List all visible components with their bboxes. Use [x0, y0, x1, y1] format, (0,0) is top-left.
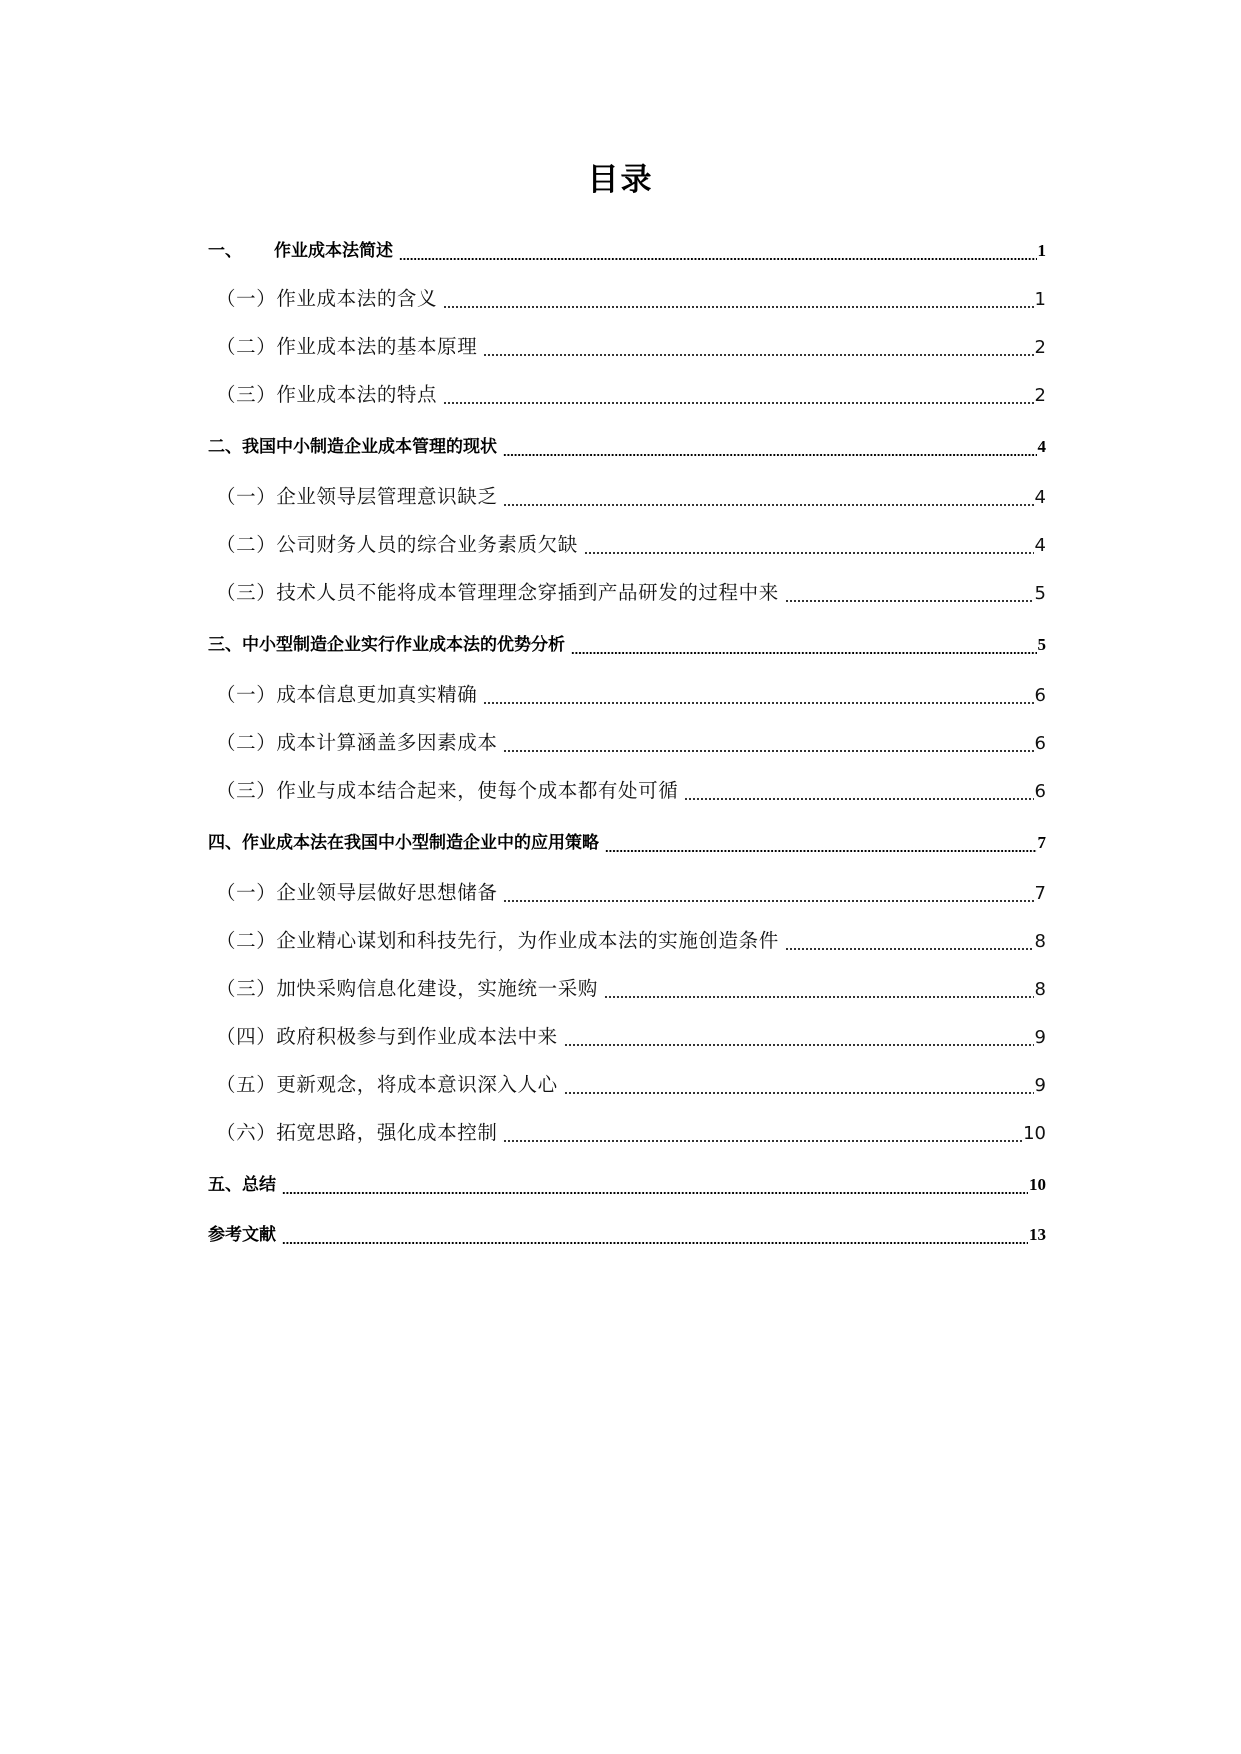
toc-entry-page: 7 [1037, 833, 1046, 852]
toc-entry-number: （三） [216, 977, 277, 1000]
toc-entry-text: 加快采购信息化建设，实施统一采购 [276, 977, 598, 1000]
toc-entry[interactable] [216, 530, 1046, 560]
toc-entry-number: （六） [216, 1121, 277, 1144]
toc-entry-number: （二） [216, 335, 277, 358]
toc-entry-page: 4 [1034, 487, 1046, 508]
toc-entry-page: 4 [1034, 535, 1046, 556]
toc-entry-number: 四、 [208, 833, 242, 853]
toc-entry-text: 作业成本法的基本原理 [276, 335, 478, 358]
toc-entry-number: 三、 [208, 635, 242, 655]
dot-leader [503, 899, 1033, 903]
dot-leader [282, 1191, 1028, 1195]
dot-leader [399, 257, 1037, 261]
toc-entry-number: （三） [216, 779, 277, 802]
toc-entry[interactable] [216, 878, 1046, 908]
toc-title: 目录 [587, 162, 654, 198]
toc-entry[interactable] [216, 332, 1046, 362]
toc-entry[interactable] [216, 1118, 1046, 1148]
toc-entry-number: （一） [216, 485, 277, 508]
toc-entry[interactable] [208, 630, 1046, 660]
toc-entry[interactable] [208, 1220, 1046, 1250]
toc-entry-text: 作业成本法的含义 [276, 287, 438, 310]
toc-entry-number: （四） [216, 1025, 277, 1048]
toc-entry-text: 企业领导层做好思想储备 [276, 881, 498, 904]
dot-leader [564, 1043, 1034, 1047]
toc-entry[interactable] [216, 926, 1046, 956]
toc-entry-text: 作业成本法在我国中小型制造企业中的应用策略 [242, 833, 599, 853]
dot-leader [503, 1139, 1022, 1143]
toc-entry-text: 政府积极参与到作业成本法中来 [276, 1025, 558, 1048]
dot-leader [785, 599, 1034, 603]
dot-leader [605, 849, 1037, 853]
toc-entry-number: （五） [216, 1073, 277, 1096]
toc-entry-text: 拓宽思路，强化成本控制 [276, 1121, 498, 1144]
toc-entry[interactable] [208, 1170, 1046, 1200]
toc-entry-text: 技术人员不能将成本管理理念穿插到产品研发的过程中来 [276, 581, 779, 604]
toc-entry-page: 2 [1034, 337, 1046, 358]
dot-leader [503, 749, 1033, 753]
toc-entry-page: 10 [1029, 1175, 1046, 1194]
dot-leader [483, 353, 1033, 357]
toc-entry[interactable] [216, 284, 1046, 314]
dot-leader [564, 1091, 1034, 1095]
toc-entry-text: 总结 [242, 1175, 276, 1195]
dot-leader [443, 401, 1033, 405]
toc-entry-page: 13 [1029, 1225, 1046, 1244]
toc-entry-text: 参考文献 [208, 1225, 276, 1245]
toc-entry[interactable] [216, 728, 1046, 758]
dot-leader [785, 947, 1034, 951]
toc-entry-page: 1 [1034, 289, 1046, 310]
toc-entry-page: 8 [1034, 979, 1046, 1000]
toc-entry[interactable] [216, 680, 1046, 710]
toc-entry[interactable] [216, 380, 1046, 410]
toc-entry-number: （二） [216, 533, 277, 556]
toc-entry-number: （三） [216, 383, 277, 406]
dot-leader [443, 305, 1033, 309]
dot-leader [584, 551, 1034, 555]
toc-entry-page: 9 [1034, 1027, 1046, 1048]
toc-entry-page: 5 [1037, 635, 1046, 654]
dot-leader [483, 701, 1033, 705]
toc-entry-number: 二、 [208, 437, 242, 457]
toc-entry-text: 中小型制造企业实行作业成本法的优势分析 [242, 635, 565, 655]
toc-entry[interactable] [216, 974, 1046, 1004]
toc-entry[interactable] [208, 432, 1046, 462]
toc-entry-page: 6 [1034, 685, 1046, 706]
toc-entry-text: 公司财务人员的综合业务素质欠缺 [276, 533, 578, 556]
dot-leader [503, 503, 1033, 507]
toc-entry-page: 7 [1034, 883, 1046, 904]
toc-entry[interactable] [216, 482, 1046, 512]
toc-entry-text: 作业与成本结合起来，使每个成本都有处可循 [276, 779, 679, 802]
toc-entry-page: 8 [1034, 931, 1046, 952]
toc-entry-text: 成本信息更加真实精确 [276, 683, 478, 706]
toc-entry-text: 作业成本法的特点 [276, 383, 438, 406]
toc-entry-page: 1 [1037, 241, 1046, 260]
toc-entry-text: 我国中小制造企业成本管理的现状 [242, 437, 497, 457]
toc-entry-page: 6 [1034, 733, 1046, 754]
toc-entry[interactable] [216, 1070, 1046, 1100]
toc-entry[interactable] [208, 236, 1046, 266]
toc-entry-text: 企业领导层管理意识缺乏 [276, 485, 498, 508]
toc-entry-page: 2 [1034, 385, 1046, 406]
dot-leader [282, 1241, 1028, 1245]
dot-leader [684, 797, 1033, 801]
toc-entry-number: 五、 [208, 1175, 242, 1195]
toc-entry-number: 一、 [208, 241, 242, 261]
toc-entry-page: 10 [1023, 1123, 1046, 1144]
toc-entry-number: （一） [216, 287, 277, 310]
toc-entry-number: （二） [216, 731, 277, 754]
toc-entry-text: 作业成本法简述 [274, 241, 393, 261]
toc-entry[interactable] [216, 776, 1046, 806]
toc-entry-page: 4 [1037, 437, 1046, 456]
toc-entry-text: 更新观念，将成本意识深入人心 [276, 1073, 558, 1096]
dot-leader [571, 651, 1037, 655]
toc-entry-number: （三） [216, 581, 277, 604]
toc-entry-page: 9 [1034, 1075, 1046, 1096]
toc-entry-text: 企业精心谋划和科技先行，为作业成本法的实施创造条件 [276, 929, 779, 952]
toc-entry-text: 成本计算涵盖多因素成本 [276, 731, 498, 754]
toc-entry-number: （一） [216, 881, 277, 904]
dot-leader [604, 995, 1034, 999]
toc-entry-number: （二） [216, 929, 277, 952]
dot-leader [503, 453, 1037, 457]
toc-entry[interactable] [216, 1022, 1046, 1052]
toc-entry[interactable] [216, 578, 1046, 608]
toc-entry[interactable] [208, 828, 1046, 858]
toc-entry-page: 5 [1034, 583, 1046, 604]
toc-entry-number: （一） [216, 683, 277, 706]
toc-entry-page: 6 [1034, 781, 1046, 802]
